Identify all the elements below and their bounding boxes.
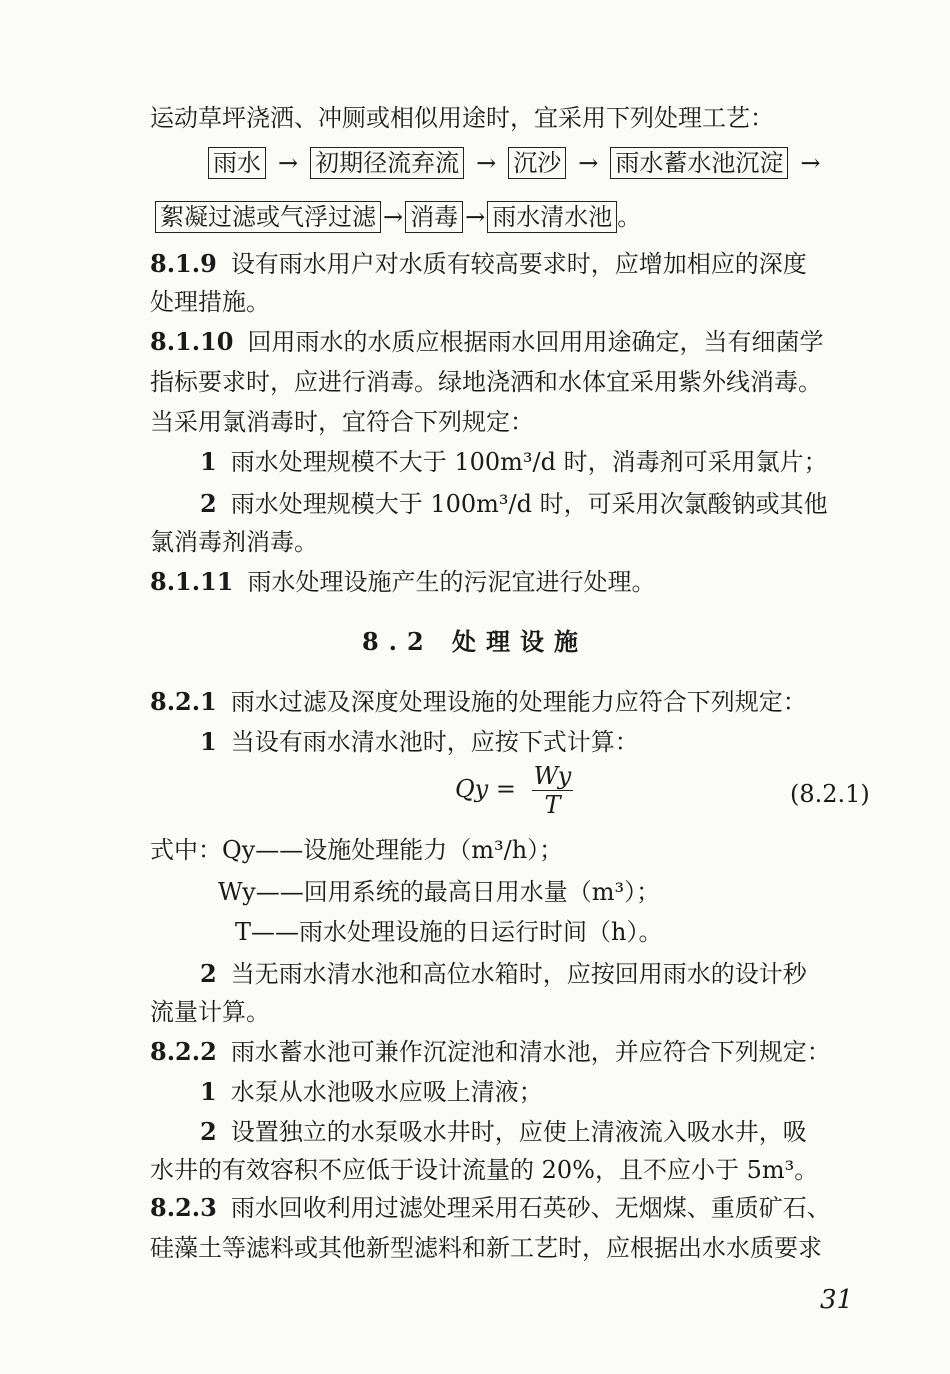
process-flow-row-2 (155, 197, 890, 237)
item-number: 2 (200, 489, 217, 518)
item-number: 1 (200, 727, 217, 756)
clause-8-2-1 (150, 682, 885, 722)
clause-number: 8.1.9 (150, 249, 217, 278)
arrow-icon: → (476, 149, 497, 177)
clause-number: 8.1.10 (150, 327, 234, 356)
list-item (200, 484, 885, 524)
flow-box: 雨水清水池 (487, 201, 617, 233)
text-line: 运动草坪浇洒、冲厕或相似用途时，宜采用下列处理工艺： (150, 104, 774, 132)
clause-text: 雨水蓄水池可兼作沉淀池和清水池，并应符合下列规定： (230, 1038, 831, 1066)
formula (455, 762, 573, 819)
item-number: 2 (200, 959, 217, 988)
clause-8-2-2 (150, 1032, 885, 1072)
item-text: 设置独立的水泵吸水井时，应使上清液流入吸水井，吸 (230, 1118, 807, 1146)
clause-8-1-11 (150, 562, 885, 602)
text-line: 流量计算。 (150, 998, 270, 1026)
clause-text: 设有雨水用户对水质有较高要求时，应增加相应的深度 (230, 250, 807, 278)
clause-text: 雨水过滤及深度处理设施的处理能力应符合下列规定： (230, 688, 807, 716)
arrow-icon: → (800, 149, 821, 177)
item-text: 雨水处理规模不大于 100m³/d 时，消毒剂可采用氯片； (230, 448, 828, 476)
item-text: 当无雨水清水池和高位水箱时，应按回用雨水的设计秒 (230, 960, 807, 988)
clause-text: 雨水处理设施产生的污泥宜进行处理。 (247, 568, 656, 596)
clause-number: 8.2.2 (150, 1037, 217, 1066)
clause-8-1-10 (150, 322, 885, 362)
item-number: 1 (200, 447, 217, 476)
item-number: 1 (200, 1077, 217, 1106)
fraction-numerator: Wy (533, 762, 572, 790)
definition-line: T——雨水处理设施的日运行时间（h）。 (235, 918, 663, 946)
page-number: 31 (820, 1285, 854, 1315)
clause-text: 回用雨水的水质应根据雨水回用用途确定，当有细菌学 (247, 328, 824, 356)
section-heading: 8.2 处理设施 (361, 627, 589, 656)
end-mark: 。 (617, 203, 642, 231)
flow-box: 雨水蓄水池沉淀 (610, 147, 788, 179)
text-line: 硅藻土等滤料或其他新型滤料和新工艺时，应根据出水水质要求 (150, 1234, 822, 1262)
item-text: 水泵从水池吸水应吸上清液； (230, 1078, 543, 1106)
clause-8-1-9 (150, 244, 885, 284)
flow-box: 雨水 (208, 147, 266, 179)
text-line: 氯消毒剂消毒。 (150, 528, 318, 556)
definition-line: 式中：Qy——设施处理能力（m³/h）； (150, 836, 564, 864)
item-text: 雨水处理规模大于 100m³/d 时，可采用次氯酸钠或其他 (230, 490, 828, 518)
clause-8-2-3 (150, 1188, 885, 1228)
fraction-denominator: T (544, 791, 561, 819)
clause-number: 8.1.11 (150, 567, 234, 596)
flow-box: 消毒 (405, 201, 463, 233)
arrow-icon: → (278, 149, 299, 177)
arrow-icon: → (465, 203, 486, 231)
list-item (200, 1112, 885, 1152)
text-line: 指标要求时，应进行消毒。绿地浇洒和水体宜采用紫外线消毒。 (150, 368, 822, 396)
equation-number: (8.2.1) (790, 780, 870, 808)
item-number: 2 (200, 1117, 217, 1146)
clause-number: 8.2.3 (150, 1193, 217, 1222)
text-line: 水井的有效容积不应低于设计流量的 20%，且不应小于 5m³。 (150, 1156, 819, 1184)
definition-line: Wy——回用系统的最高日用水量（m³）； (218, 878, 661, 906)
process-flow-row-1 (208, 143, 893, 183)
fraction (532, 762, 574, 819)
clause-number: 8.2.1 (150, 687, 217, 716)
clause-text: 雨水回收利用过滤处理采用石英砂、无烟煤、重质矿石、 (230, 1194, 831, 1222)
list-item (200, 722, 885, 762)
arrow-icon: → (578, 149, 599, 177)
text-line: 处理措施。 (150, 288, 270, 316)
list-item (200, 1072, 885, 1112)
flow-box: 沉沙 (508, 147, 566, 179)
item-text: 当设有雨水清水池时，应按下式计算： (230, 728, 639, 756)
flow-box: 絮凝过滤或气浮过滤 (155, 201, 381, 233)
text-line: 当采用氯消毒时，宜符合下列规定： (150, 408, 534, 436)
list-item (200, 442, 885, 482)
list-item (200, 954, 885, 994)
formula-lhs: Qy = (455, 775, 516, 803)
flow-box: 初期径流弃流 (310, 147, 464, 179)
arrow-icon: → (383, 203, 404, 231)
